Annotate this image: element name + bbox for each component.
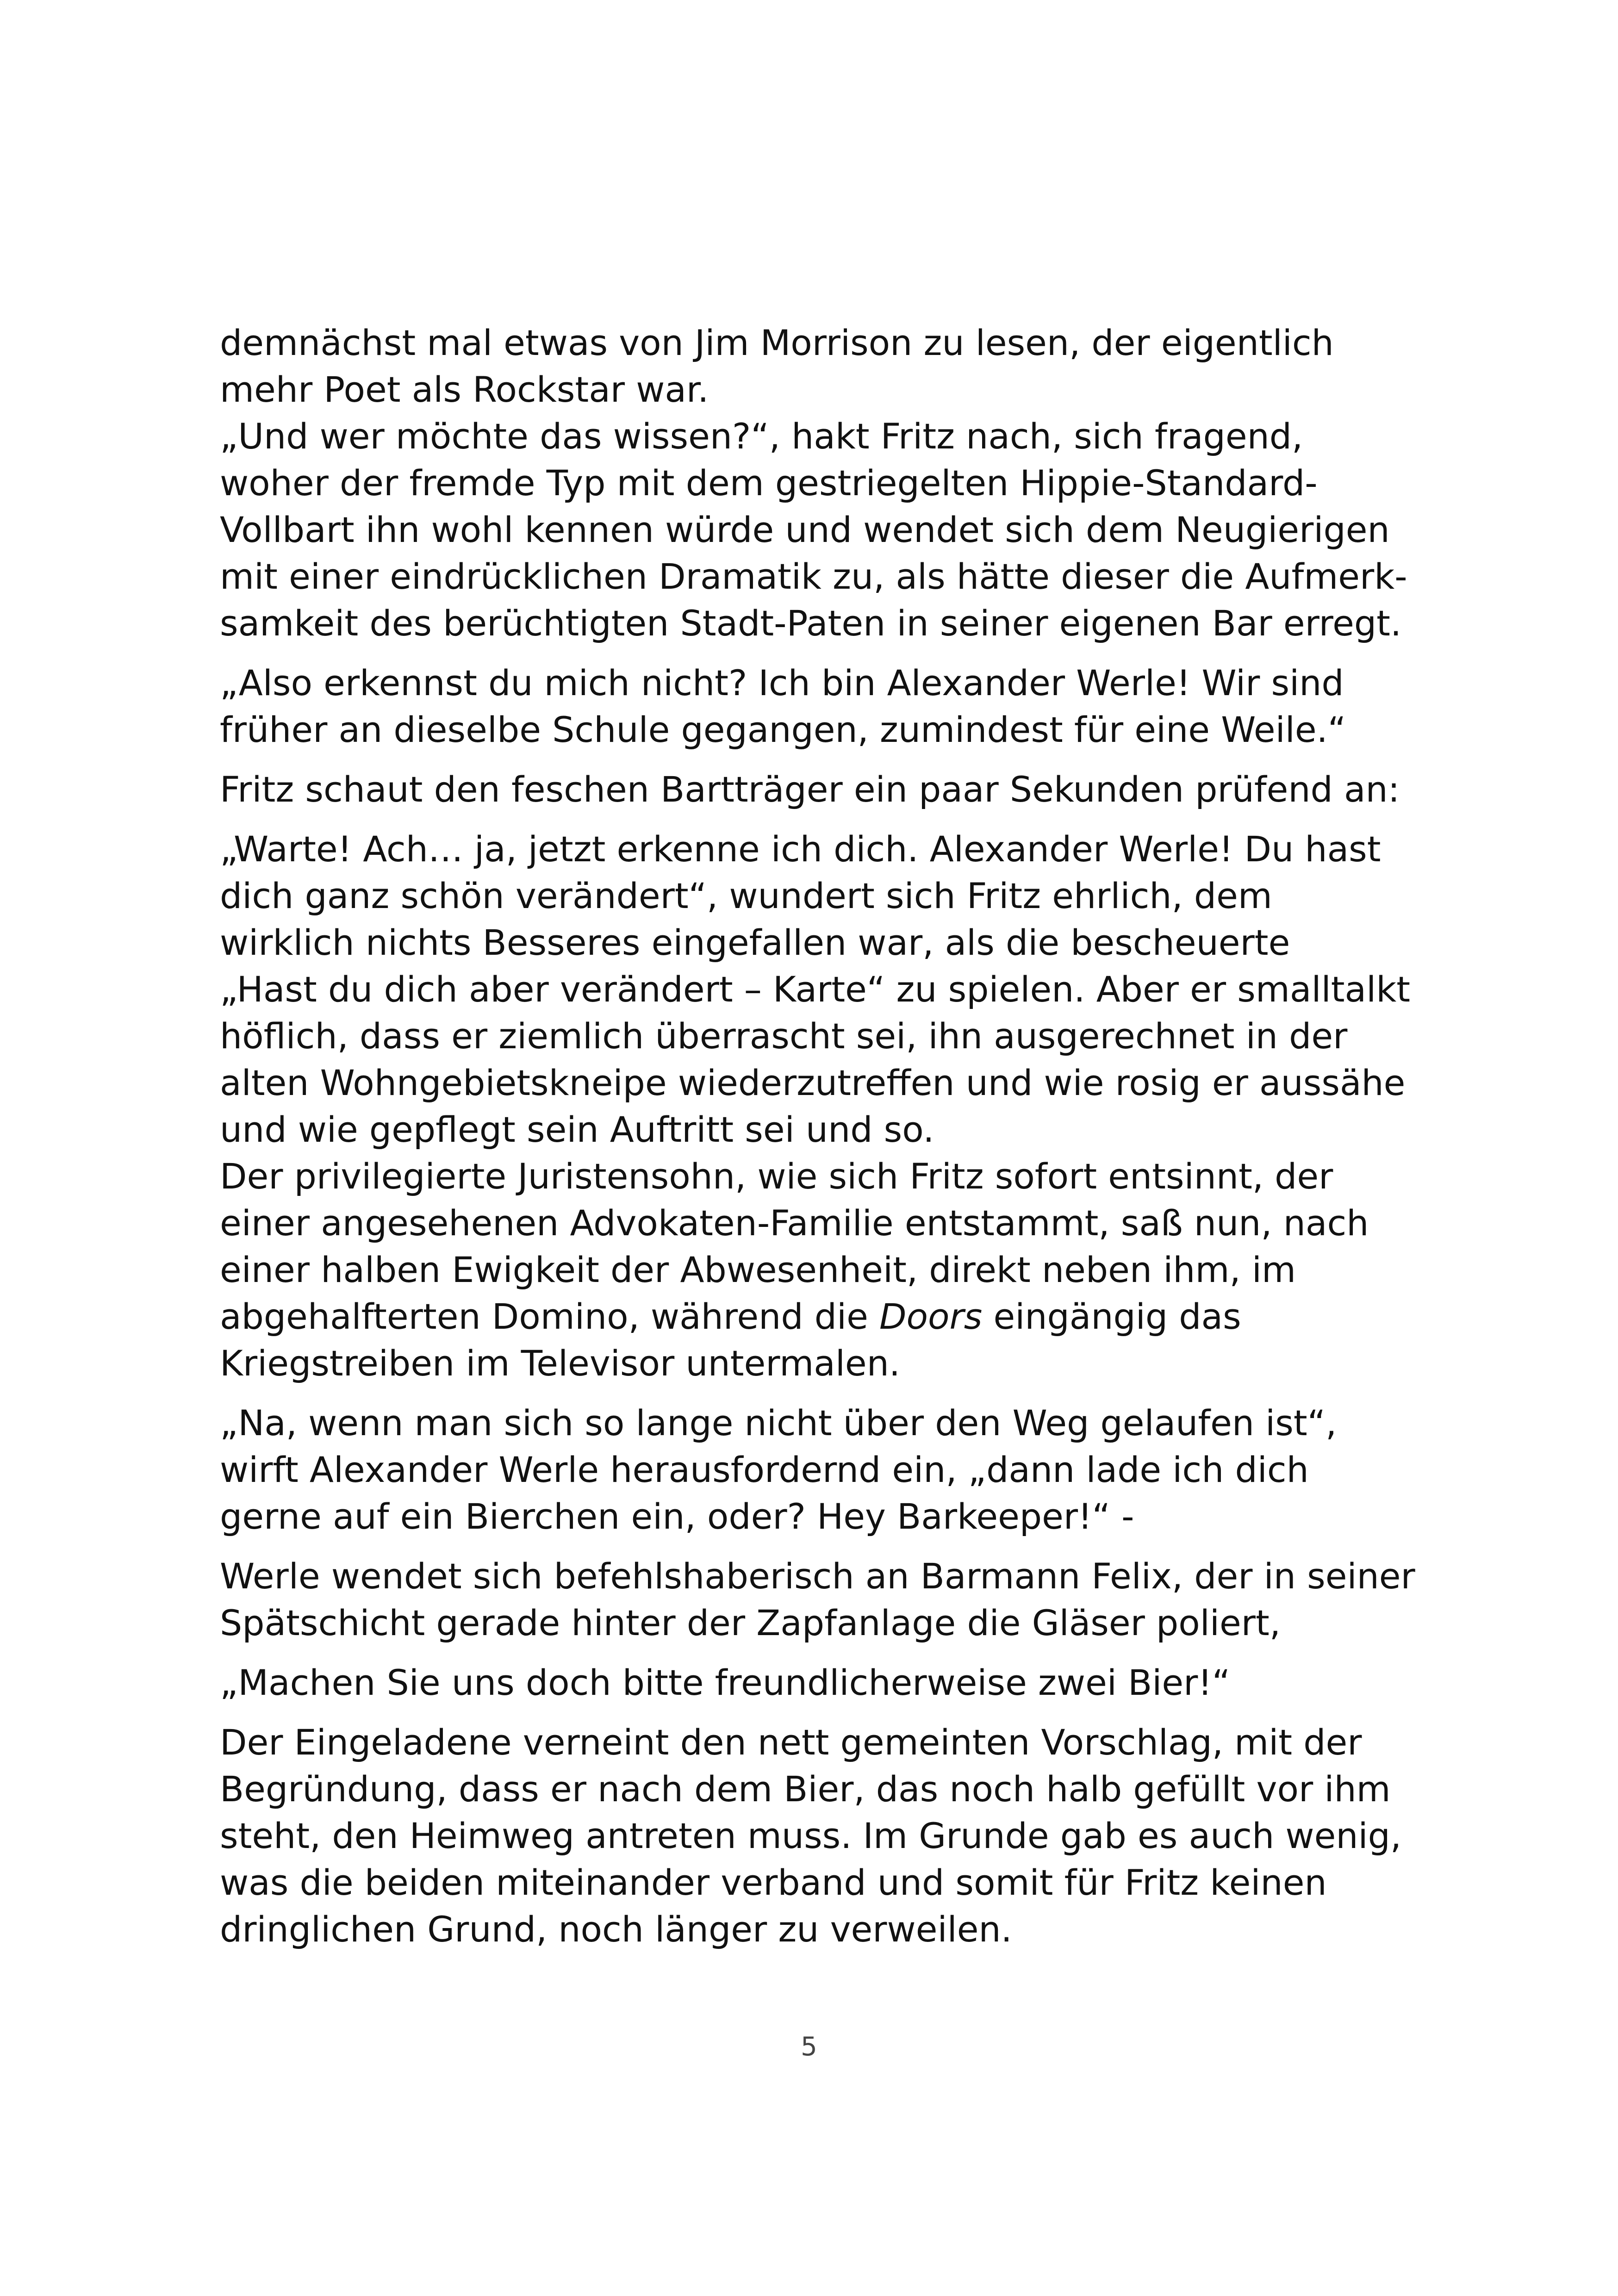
text-line: einer angesehenen Advokaten-Familie entstammt, saß nun, nach [220, 1202, 1369, 1244]
text-line: Der privilegierte Juristensohn, wie sich Fritz sofort entsinnt, der [220, 1156, 1333, 1197]
text-line: steht, den Heimweg antreten muss. Im Grunde gab es auch wenig, [220, 1815, 1402, 1856]
paragraph-3 [220, 766, 1423, 813]
text-line: alten Wohngebietskneipe wiederzutreffen und wie rosig er aussähe [220, 1062, 1406, 1103]
text-line: mehr Poet als Rockstar war. [220, 369, 709, 410]
text-line: demnächst mal etwas von Jim Morrison zu lesen, der eigentlich [220, 322, 1334, 363]
text-line: dringlichen Grund, noch länger zu verweilen. [220, 1909, 1012, 1950]
text-line: „Also erkennst du mich nicht? Ich bin Alexander Werle! Wir sind [220, 662, 1344, 703]
text-line: Werle wendet sich befehlshaberisch an Barmann Felix, der in seiner [220, 1556, 1415, 1597]
text-line: woher der fremde Typ mit dem gestriegelten Hippie-Standard- [220, 462, 1318, 504]
paragraph-7 [220, 1659, 1423, 1706]
text-line: Vollbart ihn wohl kennen würde und wendet sich dem Neugierigen [220, 509, 1390, 550]
text-line: wirklich nichts Besseres eingefallen war, als die bescheuerte [220, 922, 1290, 963]
text-segment: abgehalfterten Domino, während die [220, 1296, 879, 1337]
body-text [220, 319, 1423, 1953]
text-line: wirft Alexander Werle herausfordernd ein, „dann lade ich dich [220, 1449, 1309, 1490]
text-line: samkeit des berüchtigten Stadt-Paten in seiner eigenen Bar erregt. [220, 603, 1402, 644]
text-line: „Na, wenn man sich so lange nicht über den Weg gelaufen ist“, [220, 1402, 1337, 1444]
paragraph-gap [220, 647, 1423, 660]
paragraph-4 [220, 826, 1423, 1387]
text-line: Begründung, dass er nach dem Bier, das noch halb gefüllt vor ihm [220, 1768, 1391, 1810]
text-line: und wie gepflegt sein Auftritt sei und so. [220, 1109, 934, 1150]
paragraph-2 [220, 660, 1423, 753]
text-line: höflich, dass er ziemlich überrascht sei, ihn ausgerechnet in der [220, 1015, 1348, 1057]
paragraph-gap [220, 1646, 1423, 1659]
text-line: Kriegstreiben im Televisor untermalen. [220, 1343, 901, 1384]
paragraph-6 [220, 1553, 1423, 1646]
text-line: einer halben Ewigkeit der Abwesenheit, direkt neben ihm, im [220, 1249, 1296, 1290]
band-name-doors: Doors [879, 1296, 983, 1337]
text-line-with-italic [220, 1293, 1423, 1340]
text-line: Spätschicht gerade hinter der Zapfanlage die Gläser poliert, [220, 1602, 1281, 1643]
text-line: Fritz schaut den feschen Bartträger ein paar Sekunden prüfend an: [220, 769, 1400, 810]
paragraph-gap [220, 1387, 1423, 1400]
text-line: dich ganz schön verändert“, wundert sich Fritz ehrlich, dem [220, 875, 1272, 916]
text-line: was die beiden miteinander verband und somit für Fritz keinen [220, 1862, 1327, 1903]
text-segment: eingängig das [982, 1296, 1241, 1337]
paragraph-gap [220, 1540, 1423, 1553]
paragraph-gap [220, 1706, 1423, 1719]
text-line: mit einer eindrücklichen Dramatik zu, als hätte dieser die Aufmerk- [220, 556, 1407, 597]
page-number: 5 [801, 2032, 817, 2062]
text-line: Der Eingeladene verneint den nett gemeinten Vorschlag, mit der [220, 1722, 1362, 1763]
text-line: „Und wer möchte das wissen?“, hakt Fritz nach, sich fragend, [220, 416, 1303, 457]
text-line: „Hast du dich aber verändert – Karte“ zu spielen. Aber er smalltalkt [220, 969, 1411, 1010]
text-line: „Machen Sie uns doch bitte freundlicherweise zwei Bier!“ [220, 1662, 1231, 1703]
paragraph-1 [220, 319, 1423, 647]
paragraph-5 [220, 1400, 1423, 1540]
paragraph-gap [220, 813, 1423, 826]
text-line: gerne auf ein Bierchen ein, oder? Hey Barkeeper!“ - [220, 1496, 1134, 1537]
text-line: „Warte! Ach… ja, jetzt erkenne ich dich. Alexander Werle! Du hast [220, 828, 1381, 870]
paragraph-8 [220, 1719, 1423, 1953]
text-line: früher an dieselbe Schule gegangen, zumindest für eine Weile.“ [220, 709, 1346, 750]
paragraph-gap [220, 753, 1423, 766]
